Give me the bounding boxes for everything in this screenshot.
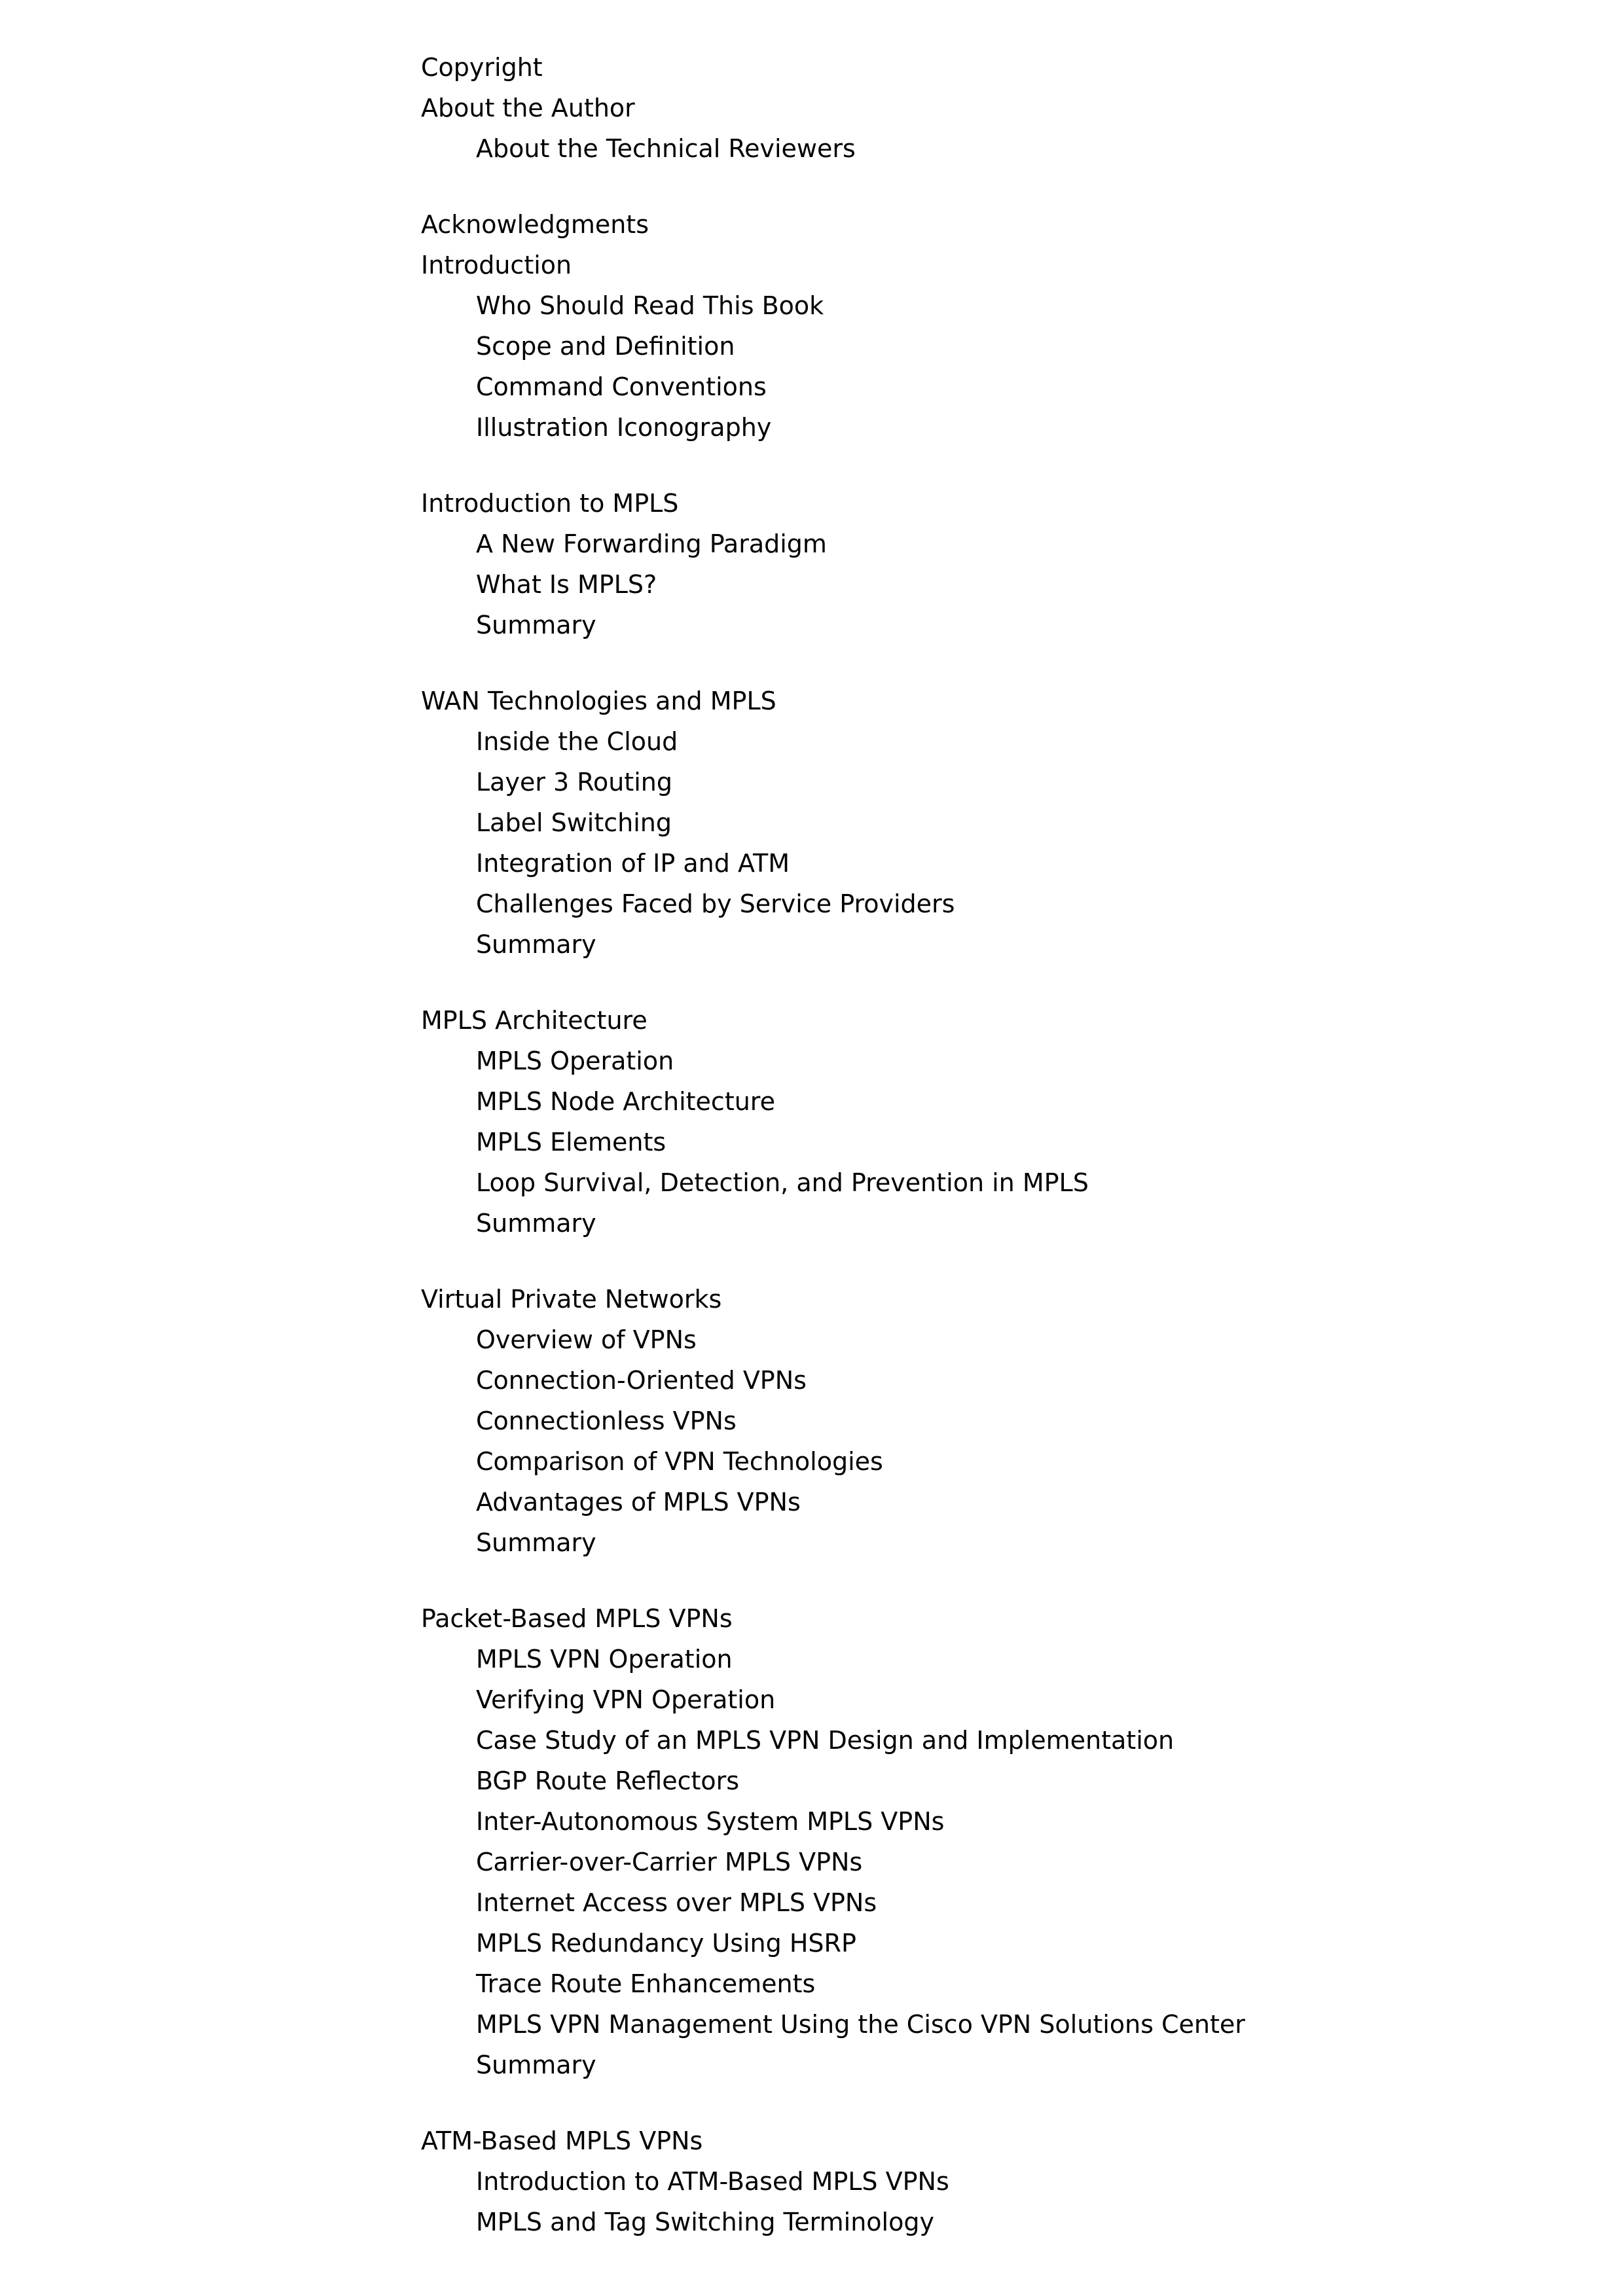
toc-chapter-link[interactable]: About the Author <box>421 94 635 122</box>
toc-subsection-link[interactable]: MPLS and Tag Switching Terminology <box>476 2208 934 2236</box>
toc-subsection-link[interactable]: Scope and Definition <box>476 332 735 361</box>
toc-subsection-link[interactable]: Connection-Oriented VPNs <box>476 1366 807 1395</box>
toc-subsection-link[interactable]: MPLS Node Architecture <box>476 1087 775 1116</box>
toc-subsection-link[interactable]: Verifying VPN Operation <box>476 1685 776 1714</box>
toc-subsection-link[interactable]: Connectionless VPNs <box>476 1407 737 1435</box>
toc-subsection-link[interactable]: Introduction to ATM-Based MPLS VPNs <box>476 2167 949 2196</box>
toc-subsection-link[interactable]: Summary <box>476 930 596 959</box>
toc-subsection-link[interactable]: Trace Route Enhancements <box>476 1969 816 1998</box>
toc-chapter-link[interactable]: ATM-Based MPLS VPNs <box>421 2126 703 2155</box>
toc-section <box>421 47 1586 169</box>
toc-subsection-link[interactable]: Carrier-over-Carrier MPLS VPNs <box>476 1848 863 1876</box>
toc-subsection-link[interactable]: Summary <box>476 1528 596 1557</box>
toc-subsection-link[interactable]: Advantages of MPLS VPNs <box>476 1488 801 1516</box>
toc-section <box>421 1279 1586 1563</box>
toc-subsection-link[interactable]: Case Study of an MPLS VPN Design and Implementation <box>476 1726 1175 1755</box>
toc-subsection-link[interactable]: Comparison of VPN Technologies <box>476 1447 883 1476</box>
toc-section <box>421 1000 1586 1244</box>
toc-subsection-link[interactable]: MPLS Elements <box>476 1128 666 1157</box>
toc-section <box>421 681 1586 965</box>
toc-subsection-link[interactable]: Label Switching <box>476 808 672 837</box>
toc-chapter-link[interactable]: WAN Technologies and MPLS <box>421 687 776 715</box>
toc-chapter-link[interactable]: Copyright <box>421 53 543 82</box>
toc-subsection-link[interactable]: BGP Route Reflectors <box>476 1767 740 1795</box>
toc-subsection-link[interactable]: MPLS VPN Management Using the Cisco VPN Solutions Center <box>476 2010 1245 2039</box>
toc-subsection-link[interactable]: Integration of IP and ATM <box>476 849 790 878</box>
toc-subsection-link[interactable]: Loop Survival, Detection, and Prevention in MPLS <box>476 1168 1089 1197</box>
toc-chapter-link[interactable]: Packet-Based MPLS VPNs <box>421 1604 733 1633</box>
toc-chapter-link[interactable]: Introduction <box>421 251 572 279</box>
toc-subsection-link[interactable]: A New Forwarding Paradigm <box>476 529 827 558</box>
toc-subsection-link[interactable]: Internet Access over MPLS VPNs <box>476 1888 877 1917</box>
toc-subsection-link[interactable]: MPLS Redundancy Using HSRP <box>476 1929 856 1958</box>
toc-subsection-link[interactable]: Challenges Faced by Service Providers <box>476 889 955 918</box>
toc-section <box>421 483 1586 645</box>
toc-subsection-link[interactable]: What Is MPLS? <box>476 570 657 599</box>
toc-section <box>421 2121 1586 2242</box>
toc-chapter-link[interactable]: Acknowledgments <box>421 210 649 239</box>
table-of-contents <box>421 47 1586 2278</box>
toc-subsection-link[interactable]: Inside the Cloud <box>476 727 678 756</box>
toc-subsection-link[interactable]: Command Conventions <box>476 372 767 401</box>
toc-subsection-link[interactable]: Summary <box>476 611 596 639</box>
toc-section <box>421 204 1586 448</box>
toc-subsection-link[interactable]: MPLS Operation <box>476 1047 674 1075</box>
toc-subsection-link[interactable]: Inter-Autonomous System MPLS VPNs <box>476 1807 945 1836</box>
toc-chapter-link[interactable]: MPLS Architecture <box>421 1006 647 1035</box>
toc-subsection-link[interactable]: Layer 3 Routing <box>476 768 672 797</box>
toc-subsection-link[interactable]: Summary <box>476 1209 596 1238</box>
toc-chapter-link[interactable]: Introduction to MPLS <box>421 489 679 518</box>
toc-subsection-link[interactable]: Illustration Iconography <box>476 413 772 442</box>
toc-subsection-link[interactable]: Overview of VPNs <box>476 1325 697 1354</box>
toc-subsection-link[interactable]: Who Should Read This Book <box>476 291 824 320</box>
toc-section <box>421 1598 1586 2085</box>
toc-subsection-link[interactable]: About the Technical Reviewers <box>476 134 856 163</box>
toc-subsection-link[interactable]: MPLS VPN Operation <box>476 1645 733 1674</box>
toc-subsection-link[interactable]: Summary <box>476 2051 596 2079</box>
toc-chapter-link[interactable]: Virtual Private Networks <box>421 1285 722 1314</box>
